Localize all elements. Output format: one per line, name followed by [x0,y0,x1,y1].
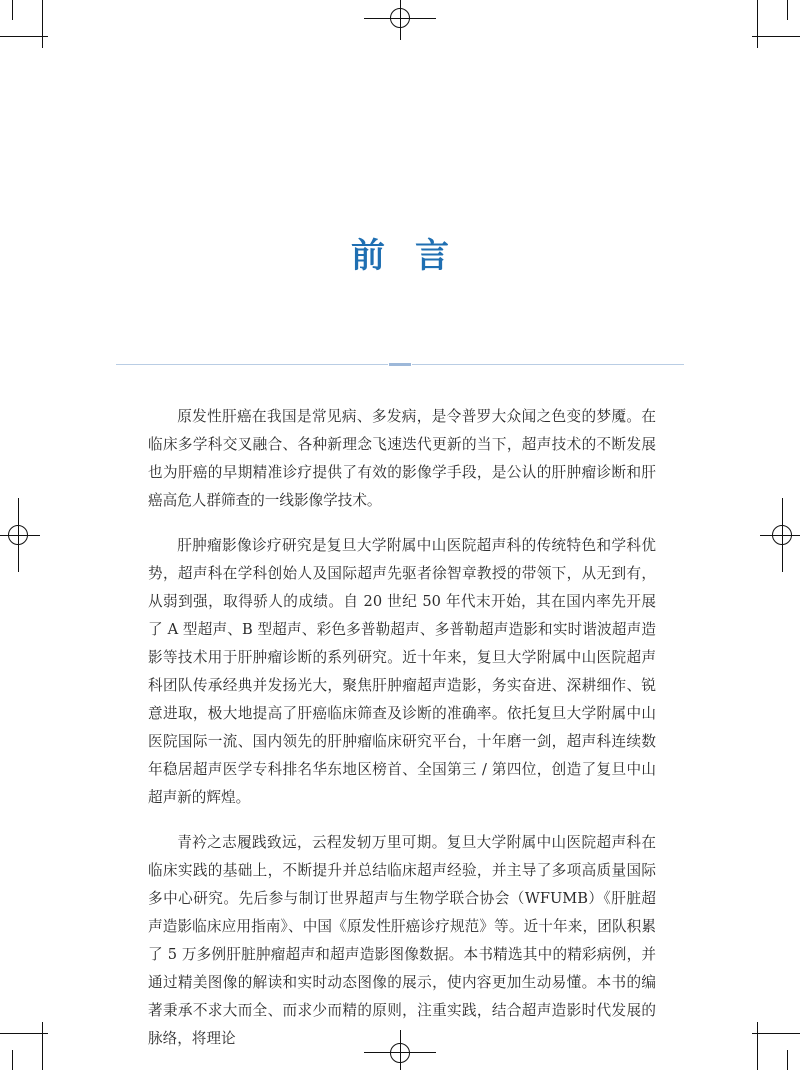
divider-left [116,364,388,365]
crop-mark [42,0,43,48]
paragraph: 青衿之志履践致远，云程发轫万里可期。复旦大学附属中山医院超声科在临床实践的基础上，不断提升并总结临床超声经验，并主导了多项高质量国际多中心研究。先后参与制订世界超声与生物学联合协会（WFUMB）《肝脏超声造影临床应用指南》、中国《原发性肝癌诊疗规范》等。近十年来，团队积累了 5 万多例肝脏肿瘤超声和超声造影图像数据。本书精选其中的精彩病例，并通过精美图像的解读和实时动态图像的展示，使内容更加生动易懂。本书的编著秉承不求大而全、而求少而精的原则，注重实践，结合超声造影时代发展的脉络，将理论 [148,834,656,1047]
paragraph: 肝肿瘤影像诊疗研究是复旦大学附属中山医院超声科的传统特色和学科优势，超声科在学科创始人及国际超声先驱者徐智章教授的带领下，从无到有，从弱到强，取得骄人的成绩。自 20 世纪 50 年代末开始，其在国内率先开展了 A 型超声、B 型超声、彩色多普勒超声、多普勒超声造影和实时谐波超声造影等技术用于肝肿瘤诊断的系列研究。近十年来，复旦大学附属中山医院超声科团队传承经典并发扬光大，聚焦肝肿瘤超声造影，务实奋进、深耕细作、锐意进取，极大地提高了肝癌临床筛查及诊断的准确率。依托复旦大学附属中山医院国际一流、国内领先的肝肿瘤临床研究平台，十年磨一剑，超声科连续数年稳居超声医学专科排名华东地区榜首、全国第三 / 第四位，创造了复旦中山超声新的辉煌。 [148,537,656,806]
crop-mark [0,36,48,37]
crop-mark [0,1033,48,1034]
preface-body [148,403,656,1070]
crop-mark [757,0,758,48]
divider-accent [389,363,411,366]
divider-right [412,364,684,365]
paragraph: 原发性肝癌在我国是常见病、多发病，是令普罗大众闻之色变的梦魇。在临床多学科交叉融合、各种新理念飞速迭代更新的当下，超声技术的不断发展也为肝癌的早期精准诊疗提供了有效的影像学手段，是公认的肝肿瘤诊断和肝癌高危人群筛查的一线影像学技术。 [148,408,656,509]
crop-mark [752,1033,800,1034]
crop-mark [12,1050,13,1070]
crop-mark [757,1022,758,1070]
crop-mark [42,1022,43,1070]
crop-mark [12,0,13,20]
crop-mark [787,0,788,20]
crop-mark [752,36,800,37]
crop-mark [787,1050,788,1070]
page-title: 前言 [351,236,479,276]
